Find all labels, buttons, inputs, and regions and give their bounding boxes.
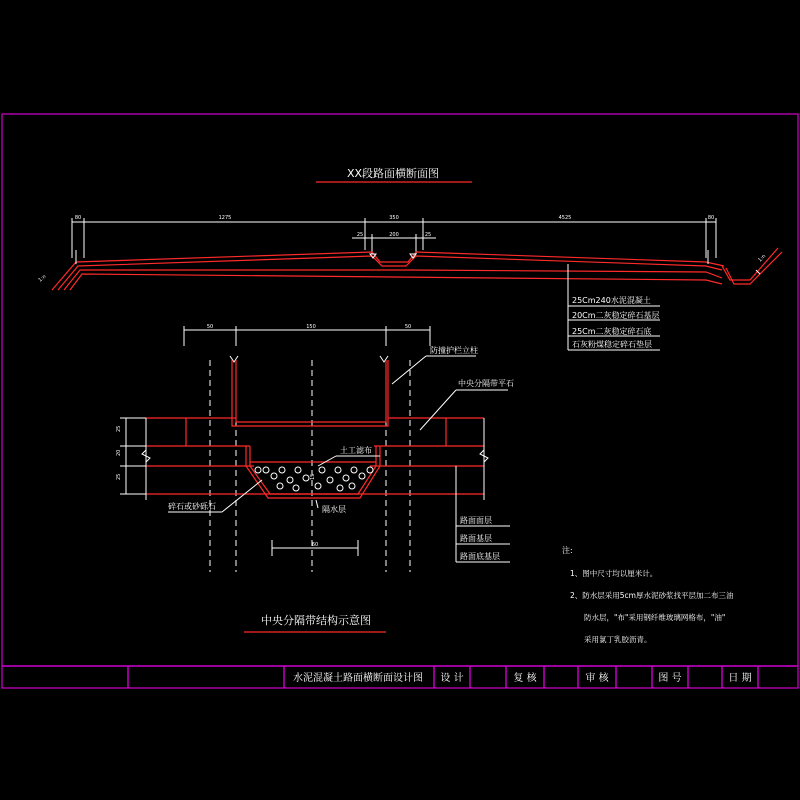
- dim-inner-left: 25: [356, 232, 364, 238]
- road-cross-section: [52, 248, 782, 350]
- median-dim-vert-3: 25: [116, 473, 122, 480]
- waterproof-label: 隔水层: [322, 505, 346, 514]
- curb-stone-label: 中央分隔带平石: [458, 379, 514, 388]
- note-2: 2、防水层采用5cm厚水泥砂浆找平层加二布三油: [570, 591, 734, 600]
- dim-inner-center: 200: [389, 232, 399, 238]
- base-label: 路面基层: [460, 534, 492, 543]
- note-4: 采用氯丁乳胶沥青。: [584, 635, 652, 644]
- design-label: 设 计: [440, 673, 464, 684]
- median-dim-gravel: 15: [310, 473, 316, 480]
- note-3: 防水层，"布"采用钢纤维玻璃网格布，"油": [584, 613, 726, 622]
- geotextile-label: 土工滤布: [340, 446, 372, 455]
- top-section-title: XX段路面横断面图: [346, 167, 440, 180]
- median-dim-top-right: 50: [404, 324, 412, 330]
- dim-right-edge: 80: [707, 215, 715, 221]
- dim-right-span: 4525: [558, 215, 572, 221]
- layer-label-1: 25Cm240水泥混凝土: [572, 296, 651, 305]
- subbase-label: 路面底基层: [460, 552, 500, 561]
- layer-label-3: 25Cm二灰稳定碎石底: [572, 327, 652, 336]
- layer-label-4: 石灰粉煤稳定碎石垫层: [572, 340, 652, 349]
- notes-heading: 注:: [562, 546, 573, 555]
- guardrail-post-label: 防撞护栏立柱: [430, 346, 478, 355]
- dim-center-span: 350: [389, 215, 399, 221]
- median-dim-vert-1: 25: [116, 425, 122, 432]
- date-label: 日 期: [728, 673, 752, 684]
- slope-right: 1:n: [757, 253, 768, 264]
- surface-label: 路面面层: [460, 516, 492, 525]
- dim-inner-right: 25: [424, 232, 432, 238]
- approve-label: 审 核: [585, 673, 609, 684]
- median-dim-top-center: 150: [306, 324, 316, 330]
- median-dim-bottom: 60: [311, 542, 319, 548]
- drawing-title: 水泥混凝土路面横断面设计图: [293, 673, 423, 684]
- review-label: 复 核: [513, 673, 537, 684]
- drawing-frame: [2, 114, 798, 688]
- drawing-no-label: 图 号: [658, 673, 682, 684]
- dim-left-span: 1275: [218, 215, 232, 221]
- median-dim-top-left: 50: [206, 324, 214, 330]
- dim-left-edge: 80: [74, 215, 82, 221]
- median-dim-vert-2: 20: [116, 449, 122, 456]
- gravel-label: 碎石或砂砾石: [168, 502, 216, 511]
- median-section-title: 中央分隔带结构示意图: [261, 614, 371, 627]
- layer-label-2: 20Cm二灰稳定碎石基层: [572, 311, 660, 320]
- median-vertical-dims: [120, 418, 488, 500]
- slope-left: 1:n: [37, 273, 48, 284]
- note-1: 1、图中尺寸均以厘米计。: [570, 569, 658, 578]
- top-dimension-line: [72, 218, 716, 258]
